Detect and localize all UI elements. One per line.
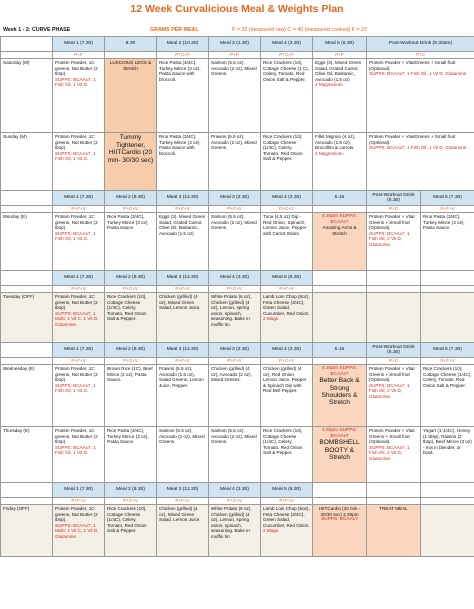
meal-cell bbox=[367, 365, 421, 427]
header-cell: Meal 3 (12.30) bbox=[157, 271, 209, 286]
meal-text: Protein Powder + VitalGreens + Small fruit (Optional). bbox=[369, 134, 456, 145]
meal-text: Eggs (3), Mixed Green Salad, Grated Carrot, Olive Oil, Balsamic, Avocado (1.5 oz) bbox=[315, 60, 362, 82]
friday-ratio-row bbox=[1, 498, 474, 505]
ratio-cell: P+C+V bbox=[261, 206, 313, 213]
supplement-text: SUPPS: BCAAx7, 1 Fish Oil, 1 Vit D. bbox=[55, 230, 96, 241]
block1-header-meal2: Meal 2 (10.30) bbox=[157, 37, 209, 52]
header-cell: Meal 2 (9.30) bbox=[105, 271, 157, 286]
ratio-cell: P+C+V bbox=[105, 286, 157, 293]
meal-cell: Tuna (4.5 oz) Dip - Red Onion, Spinach, Lemon Juice, Pepper with Carrot Sticks. bbox=[261, 213, 313, 271]
meal-cell: Brown Rice (1C), Beef Mince (3 oz), Pasta Sauce. bbox=[105, 365, 157, 427]
ratio-empty bbox=[313, 498, 367, 505]
header-empty bbox=[421, 483, 474, 498]
phase-label: Week 1 - 2: CURVE PHASE bbox=[3, 27, 71, 33]
ratio-cell: P+F bbox=[53, 52, 105, 59]
training-name: BOMBSHELL BOOTY & Stretch bbox=[319, 439, 360, 461]
supplement-text: SUPPS: BCAAx7, 1 Fish Oil, 1 Vit D. bbox=[55, 150, 96, 161]
meal-cell bbox=[53, 427, 105, 483]
ratio-cell bbox=[105, 52, 157, 59]
meal-cell: White Potato (6 oz), Chicken (grilled) (4 oz), Lemon, spring onion, spinach, seasoning. Bake in muffin tin. bbox=[209, 293, 261, 343]
meal-cell: Salmon (5.5 oz), Avocado (2 oz), Mixed Greens. bbox=[157, 427, 209, 483]
ratio-empty bbox=[421, 498, 474, 505]
meal-cell: Salmon (5.5 oz), Avocado (2 oz), Mixed Greens. bbox=[209, 59, 261, 133]
saturday-row bbox=[1, 59, 474, 133]
header-cell: Meal 5 (7.30) bbox=[421, 191, 474, 206]
meal-text: Lamb Loin Chop (5oz), Feta Cheese (3/4C), Green Salad, Cucumber, Red Onion. bbox=[263, 294, 310, 316]
supplement-text: SUPPS: BCAAx7, 1 Fish Oil, 1 Vit D. bbox=[55, 444, 96, 455]
day-label: Wednesday (E) bbox=[1, 365, 53, 427]
meal-cell: Salmon (5.5 oz), Avocado (2 oz), Mixed Greens. bbox=[209, 427, 261, 483]
header-cell: Meal 5 (6.30) bbox=[261, 271, 313, 286]
ratio-cell: P+F+V bbox=[209, 206, 261, 213]
meal-cell: Rice Crackers (10), Cottage Cheese (1/4C), Celery, Tomato, Red Onion Salt & Pepper. bbox=[421, 365, 474, 427]
monday-row bbox=[1, 213, 474, 271]
ratio-corner bbox=[1, 206, 53, 213]
meal-text: Lamb Loin Chop (5oz), Feta Cheese (3/4C), Green Salad, Cucumber, Red Onion. bbox=[263, 506, 310, 528]
ratio-cell: P+F+V bbox=[261, 498, 313, 505]
meal-cell: Rice Crackers (10), Cottage Cheese (1/4C), Celery, Tomato, Red Onion Salt & Pepper. bbox=[261, 427, 313, 483]
ratio-cell: P+F+V bbox=[157, 358, 209, 365]
block3-header-corner bbox=[1, 343, 53, 358]
meal-cell bbox=[53, 133, 105, 191]
meal-cell: Rice Crackers (10), Cottage Cheese (1/4C), Celery, Tomato, Red Onion Salt & Pepper. bbox=[105, 293, 157, 343]
training-cell: LUSCIOUS LEGS & Stretch bbox=[105, 59, 157, 133]
header-cell: Post-Workout Drink (6.30) bbox=[367, 191, 421, 206]
meal-text: Protein Powder, 1C greens, Nut Butter (2 tbsp). bbox=[55, 366, 98, 382]
supplement-text: SUPPS: BCAAx7, 1 Fish Oil, 1 Vit D. bbox=[55, 382, 96, 393]
ratio-cell: P+C+V bbox=[209, 498, 261, 505]
meal-cell: Salmon (5.5 oz), Avocado (2 oz), Mixed Greens. bbox=[209, 213, 261, 271]
ratio-cell: P+F+V bbox=[261, 286, 313, 293]
header-empty bbox=[367, 483, 421, 498]
day-label: Tuesday (OFF) bbox=[1, 293, 53, 343]
meal-cell bbox=[53, 59, 105, 133]
day-label: Saturday (M) bbox=[1, 59, 53, 133]
ratio-empty bbox=[421, 286, 474, 293]
meal-text: Protein Powder + Vital Greens + Small fruit (Optional). bbox=[369, 214, 415, 230]
header-cell: Meal 3 (2.30) bbox=[209, 343, 261, 358]
ratio-cell: P+F+V bbox=[157, 206, 209, 213]
ratio-cell: P+F bbox=[209, 52, 261, 59]
meal-cell: Eggs (3), Mixed Green Salad, Grated Carrot, Olive Oil, Balsamic, Avocado (1.5 oz) bbox=[157, 213, 209, 271]
page-title: 12 Week Curvalicious Meal & Weights Plan bbox=[130, 3, 344, 15]
empty-cell bbox=[367, 293, 421, 343]
supplement-text: SUPPS: BCAAx7, 1 Fish Oil, 2 Vit D, Glutamine. bbox=[369, 382, 410, 399]
training-cell bbox=[313, 213, 367, 271]
header-cell: Meal 4 (3.30) bbox=[261, 343, 313, 358]
meal-text: Protein Powder + VitalGreens + Small fruit (Optional). bbox=[369, 60, 456, 71]
macros-label: P = 32 (measured raw) C = 40 (measured cooked) F = 27 bbox=[232, 27, 367, 33]
header-empty bbox=[313, 271, 367, 286]
ratio-cell: P+F+V bbox=[53, 206, 105, 213]
meal-text: Protein Powder, 1C greens, Nut Butter (2 tbsp). bbox=[55, 506, 98, 522]
ratio-cell: P+C+F bbox=[157, 52, 209, 59]
ratio-cell: P+C bbox=[367, 206, 421, 213]
block1-header-meal4: Meal 4 (3.30) bbox=[261, 37, 313, 52]
supplement-text: 2 Mags. bbox=[263, 528, 280, 533]
treat-meal-cell: TREAT MEAL bbox=[367, 505, 421, 557]
block1-header-postworkout: Post-Workout Drink (9.30am) bbox=[367, 37, 474, 52]
ratio-corner bbox=[1, 358, 53, 365]
training-name: Amazing Arms & Stretch bbox=[322, 225, 357, 236]
ratio-cell: P+C+V bbox=[105, 498, 157, 505]
training-cell bbox=[313, 427, 367, 483]
meal-cell: Rice Pasta (3/4C), Turkey Mince (3 oz), Pasta Sauce. bbox=[421, 213, 474, 271]
tuesday-header-corner bbox=[1, 271, 53, 286]
meal-text: Protein Powder, 1C greens, Nut Butter (2 tbsp). bbox=[55, 134, 98, 150]
block1-header-meal1: Meal 1 (7.30) bbox=[53, 37, 105, 52]
day-label: Friday (OFF) bbox=[1, 505, 53, 557]
block3-ratio-row bbox=[1, 358, 474, 365]
meal-cell bbox=[367, 59, 474, 133]
header-cell: Post-Workout Drink (6.30) bbox=[367, 343, 421, 358]
meal-cell bbox=[313, 59, 367, 133]
meal-cell bbox=[261, 505, 313, 557]
meal-text: Protein Powder, 1C greens, Nut Butter (2 tbsp). bbox=[55, 294, 98, 310]
meal-text: Protein Powder + Vital Greens + Small fruit (Optional). bbox=[369, 428, 415, 444]
ratio-corner bbox=[1, 498, 53, 505]
grams-label: GRAMS PER MEAL bbox=[150, 27, 199, 33]
meal-cell bbox=[367, 133, 474, 191]
ratio-cell: P+C+F bbox=[261, 52, 313, 59]
meal-cell: Prawns (5.5 oz), Avocado (2 oz), Mixed Greens. bbox=[209, 133, 261, 191]
training-name: Better Back & Strong Shoulders & Stretch bbox=[319, 377, 360, 407]
header-cell: Meal 3 (12.30) bbox=[157, 191, 209, 206]
meal-cell: Chicken (grilled) (4 oz), Mixed Green Salad, Lemon Juice. bbox=[157, 505, 209, 557]
training-supplement: 4.30pm SUPPS: BCAAx7 bbox=[322, 428, 357, 439]
meal-text: Protein Powder, 1C greens, Nut Butter (2 tbsp). bbox=[55, 214, 98, 230]
day-label: Sunday (M) bbox=[1, 133, 53, 191]
ratio-cell: P+C+V bbox=[209, 286, 261, 293]
meal-cell bbox=[53, 213, 105, 271]
meal-cell: Rice Crackers (10), Cottage Cheese (1 C), Celery, Tomato, Red Onion Salt & Pepper. bbox=[261, 59, 313, 133]
friday-row bbox=[1, 505, 474, 557]
ratio-empty bbox=[313, 286, 367, 293]
ratio-cell: P+F+V bbox=[209, 358, 261, 365]
meal-text: Protein Powder + Vital Greens + Small fruit (Optional). bbox=[369, 366, 415, 382]
meal-cell: Chicken (grilled) (4 oz), Mixed Green Salad, Lemon Juice. bbox=[157, 293, 209, 343]
ratio-cell: P+C+V bbox=[261, 358, 313, 365]
header-cell: 5.15 bbox=[313, 191, 367, 206]
header-cell: Meal 1 (7.30) bbox=[53, 343, 105, 358]
meal-cell: Rice Pasta (3/4C), Turkey Mince (3 oz), Pasta Sauce. bbox=[105, 213, 157, 271]
supplement-text: SUPPS: BCAAx7, 1 Fish Oil, 2 Vit D, Glutamine. bbox=[369, 444, 410, 461]
ratio-cell: P+C+V bbox=[105, 206, 157, 213]
header-empty bbox=[313, 483, 367, 498]
training-supplement: SUPPS: BCAAx7 bbox=[320, 517, 359, 522]
ratio-cell: P+F+V bbox=[53, 286, 105, 293]
meal-cell: Rice Pasta (3/4C), Turkey Mince (3 oz), Pasta Sauce with broccoli. bbox=[157, 59, 209, 133]
header-cell: Meal 2 (9.30) bbox=[105, 343, 157, 358]
header-cell: Meal 5 (6.30) bbox=[261, 483, 313, 498]
header-cell: Meal 2 (9.30) bbox=[105, 191, 157, 206]
meal-cell: Rice Crackers (10), Cottage Cheese (1/4C), Celery, Tomato, Red Onion Salt & Pepper. bbox=[105, 505, 157, 557]
header-cell: 5.15 bbox=[313, 343, 367, 358]
header-cell: Meal 4 (3.30) bbox=[261, 191, 313, 206]
header-cell: Meal 2 (9.30) bbox=[105, 483, 157, 498]
training-name: HIITCardio (20 min - 30/30 sec) 2.30pm bbox=[318, 506, 361, 517]
training-supplement: 4.30pm SUPPS: BCAAx7 bbox=[322, 366, 357, 377]
header-cell: Meal 5 (7.30) bbox=[421, 343, 474, 358]
ratio-corner bbox=[1, 52, 53, 59]
ratio-empty bbox=[367, 498, 421, 505]
header-cell: Meal 1 (7.30) bbox=[53, 191, 105, 206]
meal-cell bbox=[53, 365, 105, 427]
meal-text: Protein Powder, 1C greens, Nut Butter (2 tbsp). bbox=[55, 428, 98, 444]
meal-cell: Yogurt (1-1/4C), Honey (1 tbsp), Raisins (2 tbsp), Beef Mince (3 oz) - mix in blender, or bowl. bbox=[421, 427, 474, 483]
meal-text: Protein Powder, 1C greens, Nut Butter (2 tbsp). bbox=[55, 60, 98, 76]
supplement-text: 2 Magnesium. bbox=[315, 82, 344, 87]
block1-ratio-row bbox=[1, 52, 474, 59]
wednesday-row bbox=[1, 365, 474, 427]
ratio-cell: P+F+V bbox=[157, 286, 209, 293]
empty-cell bbox=[313, 293, 367, 343]
ratio-cell bbox=[313, 206, 367, 213]
block1-header-830: 8.30 bbox=[105, 37, 157, 52]
tuesday-ratio-row bbox=[1, 286, 474, 293]
header-cell: Meal 3 (2.30) bbox=[209, 191, 261, 206]
block1-header-meal3: Meal 3 (1.30) bbox=[209, 37, 261, 52]
header-cell: Meal 4 (3.30) bbox=[209, 483, 261, 498]
training-cell: Tummy Tightener, HIITCardio (20 min- 30/30 sec) bbox=[105, 133, 157, 191]
supplement-text: SUPPS: BCAAx7, 1 Fish Oil, 1 Vit D, Glutamine. bbox=[369, 71, 468, 76]
block1-header-corner bbox=[1, 37, 53, 52]
supplement-text: SUPPS: BCAAx7, 1 Multi, 1 Vit C, 1 Vit D, Glutamine. bbox=[55, 522, 99, 539]
friday-meal-header-row bbox=[1, 483, 474, 498]
supplement-text: SUPPS: BCAAx7, 1 Multi, 1 Vit C, 1 Vit D, Glutamine. bbox=[55, 310, 99, 327]
ratio-cell: P+F bbox=[313, 52, 367, 59]
supplement-text: SUPPS: BCAAx7, 1 Fish Oil, 1 Vit D, Glutamine. bbox=[369, 145, 468, 150]
tuesday-meal-header-row bbox=[1, 271, 474, 286]
ratio-cell: P+C bbox=[367, 358, 421, 365]
header-cell: Meal 3 (12.30) bbox=[157, 343, 209, 358]
meal-cell: Chicken (grilled) (4 oz), Red Onion, Lemon Juice, Pepper & Spinach Dip with Red Bell Pepper. bbox=[261, 365, 313, 427]
ratio-cell: P+C+V bbox=[105, 358, 157, 365]
meal-cell: Rice Crackers (10), Cottage Cheese (1/4C), Celery, Tomato, Red Onion Salt & Pepper. bbox=[261, 133, 313, 191]
ratio-cell: P+F+V bbox=[53, 498, 105, 505]
header-cell: Meal 3 (12.30) bbox=[157, 483, 209, 498]
ratio-cell: P+F+V bbox=[53, 358, 105, 365]
block2-ratio-row bbox=[1, 206, 474, 213]
meal-cell: Rice Pasta (3/4C), Turkey Mince (3 oz), Pasta Sauce. bbox=[105, 427, 157, 483]
meal-cell: Prawns (5.5 oz), Avocado (1.5 oz), Salad Greens, Lemon Juice, Pepper. bbox=[157, 365, 209, 427]
block2-header-corner bbox=[1, 191, 53, 206]
supplement-text: 2 Magnesium. bbox=[315, 150, 344, 156]
meal-cell bbox=[53, 505, 105, 557]
friday-header-corner bbox=[1, 483, 53, 498]
header-empty bbox=[367, 271, 421, 286]
meal-cell: White Potato (6 oz), Chicken (grilled) (4 oz), Lemon, spring onion, spinach, seasoning. Bake in muffin tin. bbox=[209, 505, 261, 557]
empty-cell bbox=[421, 505, 474, 557]
ratio-cell bbox=[313, 358, 367, 365]
block3-meal-header-row bbox=[1, 343, 474, 358]
supplement-text: 2 Mags. bbox=[263, 316, 280, 321]
meal-cell bbox=[261, 293, 313, 343]
block1-header-meal5: Meal 5 (6.30) bbox=[313, 37, 367, 52]
day-label: Thursday (E) bbox=[1, 427, 53, 483]
empty-cell bbox=[421, 293, 474, 343]
meal-cell: Chicken (grilled) (4 oz), Avocado (2 oz), Mixed Greens. bbox=[209, 365, 261, 427]
ratio-corner bbox=[1, 286, 53, 293]
training-supplement: 4.30pm SUPPS: BCAAx7 bbox=[322, 214, 357, 225]
block2-meal-header-row bbox=[1, 191, 474, 206]
day-label: Monday (E) bbox=[1, 213, 53, 271]
header-cell: Meal 1 (7.30) bbox=[53, 271, 105, 286]
header-empty bbox=[421, 271, 474, 286]
meal-cell: Rice Pasta (3/4C), Turkey Mince (3 oz), Pasta Sauce with broccoli. bbox=[157, 133, 209, 191]
ratio-cell: P+F+V bbox=[157, 498, 209, 505]
supplement-text: SUPPS: BCAAx7, 1 Fish Oil, 1 Vit D. bbox=[55, 76, 96, 87]
meal-cell bbox=[313, 133, 367, 191]
ratio-cell: P+F+V bbox=[421, 358, 474, 365]
sunday-row bbox=[1, 133, 474, 191]
block1-meal-header-row bbox=[1, 37, 474, 52]
meal-cell bbox=[53, 293, 105, 343]
supplement-text: SUPPS: BCAAx7, 1 Fish Oil, 2 Vit D, Glutamine. bbox=[369, 230, 410, 247]
tuesday-row bbox=[1, 293, 474, 343]
ratio-cell: P+F+V bbox=[421, 206, 474, 213]
meal-cell bbox=[367, 427, 421, 483]
meal-plan-table bbox=[0, 36, 474, 557]
meal-text: Fillet Mignon (4 oz), Avocado (1.5 oz), Brocollini & carrots. bbox=[315, 134, 356, 150]
ratio-cell: P+C bbox=[367, 52, 474, 59]
header-cell: Meal 1 (7.30) bbox=[53, 483, 105, 498]
meal-cell bbox=[367, 213, 421, 271]
training-cell bbox=[313, 505, 367, 557]
header-cell: Meal 4 (3.30) bbox=[209, 271, 261, 286]
thursday-row bbox=[1, 427, 474, 483]
ratio-empty bbox=[367, 286, 421, 293]
training-cell bbox=[313, 365, 367, 427]
